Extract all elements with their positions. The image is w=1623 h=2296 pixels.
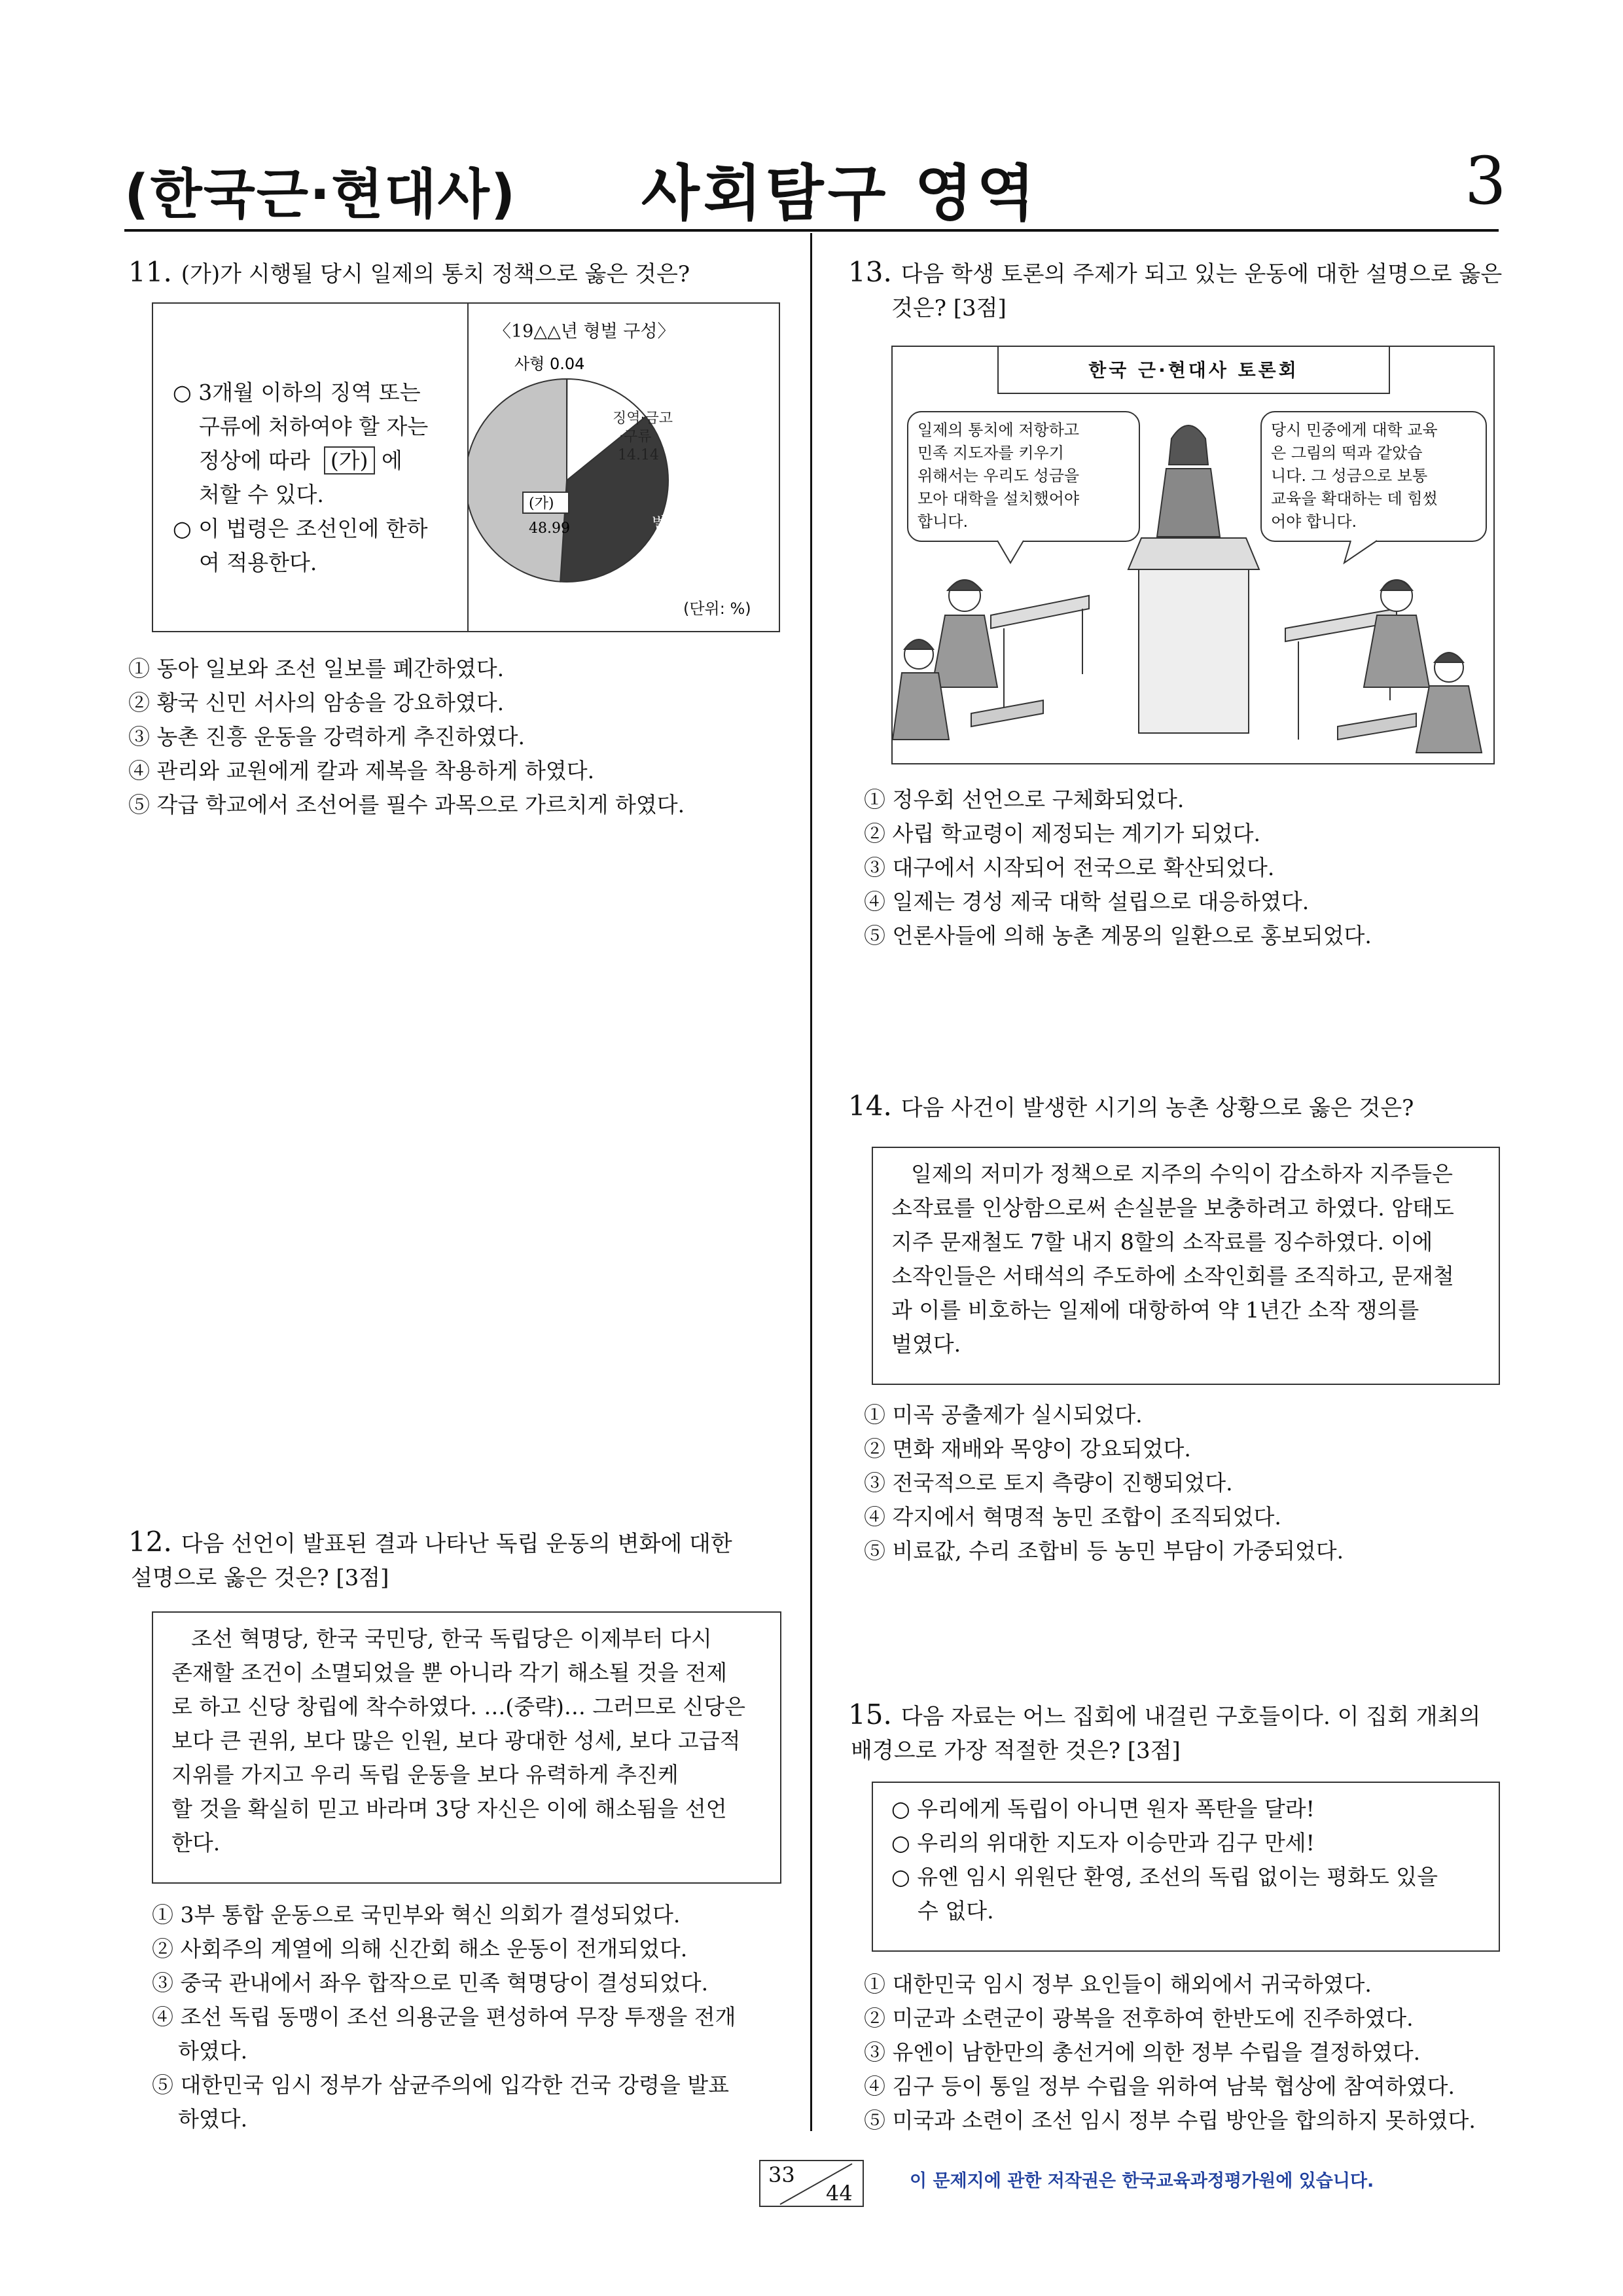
q11-law-line: 처할 수 있다. [199, 482, 324, 507]
classroom-drawing [893, 347, 1493, 763]
q13-prompt [848, 255, 1503, 325]
q15-option-3[interactable]: ③ 유엔이 남한만의 총선거에 의한 정부 수립을 결정하였다. [864, 2039, 1421, 2065]
section-title: 사회탐구 영역 [641, 158, 1039, 228]
pie-label-prison-b: ·구류 [619, 429, 652, 445]
q15-slogan-cont: 수 없다. [918, 1898, 994, 1924]
bubble-right-line: 어야 합니다. [1271, 512, 1357, 531]
q12-passage-line: 로 하고 신당 창립에 착수하였다. …(중략)… 그러므로 신당은 [171, 1694, 745, 1719]
q11-law-line: ○ 이 법령은 조선인에 한하 [173, 516, 428, 541]
q12-option-3[interactable]: ③ 중국 관내에서 좌우 합작으로 민족 혁명당이 결성되었다. [152, 1970, 709, 1996]
pie-slice [469, 379, 567, 582]
pie-chart [469, 343, 776, 631]
q12-passage-line: 조선 혁명당, 한국 국민당, 한국 독립당은 이제부터 다시 [191, 1626, 712, 1651]
bubble-right-line: 은 그림의 떡과 같았습 [1271, 444, 1423, 462]
bubble-right-line: 교육을 확대하는 데 힘썼 [1271, 490, 1438, 508]
q12-option-5-cont: 하였다. [178, 2106, 248, 2132]
q12-passage-line: 지위를 가지고 우리 독립 운동을 보다 유력하게 추진케 [171, 1762, 679, 1787]
q14-option-2[interactable]: ② 면화 재배와 목양이 강요되었다. [864, 1436, 1191, 1462]
q13-option-4[interactable]: ④ 일제는 경성 제국 대학 설립으로 대응하였다. [864, 889, 1310, 914]
q13-prompt-line-1: 다음 학생 토론의 주제가 되고 있는 운동에 대한 설명으로 옳은 [901, 261, 1503, 287]
page-total: 44 [826, 2181, 853, 2206]
moderator-figure [1128, 425, 1259, 733]
q11-law-text [173, 376, 454, 580]
q15-prompt-line-2: 배경으로 가장 적절한 것은? [3점] [851, 1738, 1181, 1764]
q11-source-box [152, 302, 780, 632]
q11-law-line [173, 444, 454, 478]
q13-option-1[interactable]: ① 정우회 선언으로 구체화되었다. [864, 787, 1185, 812]
chart-unit: (단위: %) [683, 600, 751, 618]
q14-prompt-text: 다음 사건이 발생한 시기의 농촌 상황으로 옳은 것은? [901, 1095, 1414, 1121]
q11-number: 11. [128, 256, 172, 288]
q15-number: 15. [848, 1698, 892, 1731]
q15-slogan: ○ 우리의 위대한 지도자 이승만과 김구 만세! [891, 1830, 1315, 1856]
bubble-left-line: 모아 대학을 설치했어야 [918, 490, 1080, 508]
q12-option-1[interactable]: ① 3부 통합 운동으로 국민부와 혁신 의회가 결성되었다. [152, 1902, 681, 1928]
q11-law-line-text: 정상에 따라 [199, 448, 310, 473]
q12-passage-line: 보다 큰 권위, 보다 많은 인원, 보다 광대한 성세, 보다 고급적 [171, 1728, 741, 1753]
copyright-notice: 이 문제지에 관한 저작권은 한국교육과정평가원에 있습니다. [910, 2171, 1374, 2191]
q11-option-2[interactable]: ② 황국 신민 서사의 암송을 강요하였다. [128, 690, 505, 715]
q13-options [864, 783, 1372, 953]
q11-option-3[interactable]: ③ 농촌 진흥 운동을 강력하게 추진하였다. [128, 724, 525, 749]
q11-law-line: 여 적용한다. [199, 550, 317, 575]
q12-number: 12. [128, 1526, 172, 1558]
q11-option-1[interactable]: ① 동아 일보와 조선 일보를 폐간하였다. [128, 656, 505, 681]
q14-option-4[interactable]: ④ 각지에서 혁명적 농민 조합이 조직되었다. [864, 1504, 1281, 1530]
q15-option-4[interactable]: ④ 김구 등이 통일 정부 수립을 위하여 남북 협상에 참여하였다. [864, 2073, 1455, 2099]
q14-passage-line: 과 이를 비호하는 일제에 대항하여 약 1년간 소작 쟁의를 [891, 1297, 1419, 1323]
q12-options [152, 1898, 736, 2136]
q13-option-3[interactable]: ③ 대구에서 시작되어 전국으로 확산되었다. [864, 855, 1275, 880]
q14-options [864, 1398, 1344, 1568]
q11-boxed-term: (가) [324, 446, 375, 475]
pie-value-ga: 48.99 [529, 520, 570, 537]
q12-option-4-cont: 하였다. [178, 2038, 248, 2064]
subject-title: (한국근·현대사) [124, 164, 517, 226]
q12-passage-line: 한다. [171, 1830, 221, 1856]
q12-prompt-line-2: 설명으로 옳은 것은? [3점] [131, 1565, 389, 1591]
chart-title: 〈19△△년 형벌 구성〉 [493, 321, 675, 342]
q15-slogan-box [872, 1782, 1500, 1952]
q15-slogan: ○ 우리에게 독립이 아니면 원자 폭탄을 달라! [891, 1796, 1315, 1821]
q11-law-line: ○ 3개월 이하의 징역 또는 [173, 380, 421, 405]
bubble-right-line: 당시 민중에게 대학 교육 [1271, 421, 1438, 439]
q14-prompt [848, 1089, 1414, 1125]
page-counter [759, 2160, 864, 2207]
bubble-left-line: 민족 지도자를 키우기 [918, 444, 1064, 462]
q15-option-2[interactable]: ② 미군과 소련군이 광복을 전후하여 한반도에 진주하였다. [864, 2005, 1414, 2031]
q13-option-2[interactable]: ② 사립 학교령이 제정되는 계기가 되었다. [864, 821, 1260, 846]
q12-prompt-line-1: 다음 선언이 발표된 결과 나타난 독립 운동의 변화에 대한 [181, 1531, 732, 1557]
right-students [1285, 580, 1482, 753]
q11-prompt [128, 255, 690, 291]
q12-passage-line: 존재할 조건이 소멸되었을 뿐 아니라 각기 해소될 것을 전제 [171, 1660, 727, 1685]
bubble-left-line: 위해서는 우리도 성금을 [918, 467, 1080, 485]
header-rule [124, 229, 1499, 232]
pie-label-death: 사형 0.04 [514, 355, 585, 373]
q15-option-5[interactable]: ⑤ 미국과 소련이 조선 임시 정부 수립 방안을 합의하지 못하였다. [864, 2108, 1476, 2133]
page-number: 3 [1465, 143, 1507, 219]
column-divider [810, 233, 812, 2131]
pie-value-fine: 36.83 [664, 533, 705, 550]
q11-boxed-suffix: 에 [382, 448, 402, 473]
q15-option-1[interactable]: ① 대한민국 임시 정부 요인들이 해외에서 귀국하였다. [864, 1971, 1372, 1997]
debate-illustration [891, 346, 1495, 764]
pie-label-fine: 벌금·과료 [652, 515, 713, 531]
pie-value-prison: 14.14 [618, 447, 659, 463]
page-current: 33 [768, 2162, 795, 2187]
bubble-left-line: 합니다. [918, 512, 969, 531]
q12-passage-line: 할 것을 확실히 믿고 바라며 3당 자신은 이에 해소됨을 선언 [171, 1796, 727, 1821]
q12-option-5[interactable]: ⑤ 대한민국 임시 정부가 삼균주의에 입각한 건국 강령을 발표 [152, 2072, 729, 2098]
q14-passage-box [872, 1147, 1500, 1385]
q11-option-4[interactable]: ④ 관리와 교원에게 칼과 제복을 착용하게 하였다. [128, 758, 595, 783]
q14-option-3[interactable]: ③ 전국적으로 토지 측량이 진행되었다. [864, 1470, 1233, 1496]
q14-option-5[interactable]: ⑤ 비료값, 수리 조합비 등 농민 부담이 가중되었다. [864, 1538, 1344, 1564]
q15-prompt [848, 1698, 1503, 1768]
q14-passage-line: 일제의 저미가 정책으로 지주의 수익이 감소하자 지주들은 [911, 1161, 1454, 1187]
bubble-right-line: 니다. 그 성금으로 보통 [1271, 467, 1428, 485]
pie-label-ga: (가) [529, 495, 554, 512]
q14-passage-line: 벌였다. [891, 1331, 961, 1357]
pie-label-prison: 징역·금고 [613, 410, 673, 427]
q12-passage-box [152, 1611, 781, 1884]
q15-slogan: ○ 유엔 임시 위원단 환영, 조선의 독립 없이는 평화도 있을 [891, 1864, 1438, 1890]
q13-prompt-line-2: 것은? [3점] [891, 295, 1007, 321]
q13-option-5[interactable]: ⑤ 언론사들에 의해 농촌 계몽의 일환으로 홍보되었다. [864, 923, 1372, 948]
q15-prompt-line-1: 다음 자료는 어느 집회에 내걸린 구호들이다. 이 집회 개최의 [901, 1704, 1481, 1730]
q11-option-5[interactable]: ⑤ 각급 학교에서 조선어를 필수 과목으로 가르치게 하였다. [128, 792, 685, 817]
q14-number: 14. [848, 1090, 892, 1122]
q14-passage-line: 지주 문재철도 7할 내지 8할의 소작료를 징수하였다. 이에 [891, 1229, 1433, 1255]
debate-banner: 한국 근·현대사 토론회 [997, 347, 1390, 394]
q15-options [864, 1967, 1476, 2138]
q13-number: 13. [848, 256, 892, 288]
q14-option-1[interactable]: ① 미곡 공출제가 실시되었다. [864, 1402, 1143, 1427]
q12-option-4[interactable]: ④ 조선 독립 동맹이 조선 의용군을 편성하여 무장 투쟁을 전개 [152, 2004, 736, 2030]
q14-passage-line: 소작료를 인상함으로써 손실분을 보충하려고 하였다. 암태도 [891, 1195, 1454, 1221]
q11-prompt-text: (가)가 시행될 당시 일제의 통치 정책으로 옳은 것은? [181, 261, 690, 287]
left-students [893, 580, 1089, 740]
q12-prompt [128, 1525, 789, 1595]
q12-option-2[interactable]: ② 사회주의 계열에 의해 신간회 해소 운동이 전개되었다. [152, 1936, 688, 1962]
q11-law-line: 구류에 처하여야 할 자는 [199, 414, 429, 439]
q11-options [128, 652, 685, 822]
bubble-left-line: 일제의 통치에 저항하고 [918, 421, 1080, 439]
q14-passage-line: 소작인들은 서태석의 주도하에 소작인회를 조직하고, 문재철 [891, 1263, 1454, 1289]
